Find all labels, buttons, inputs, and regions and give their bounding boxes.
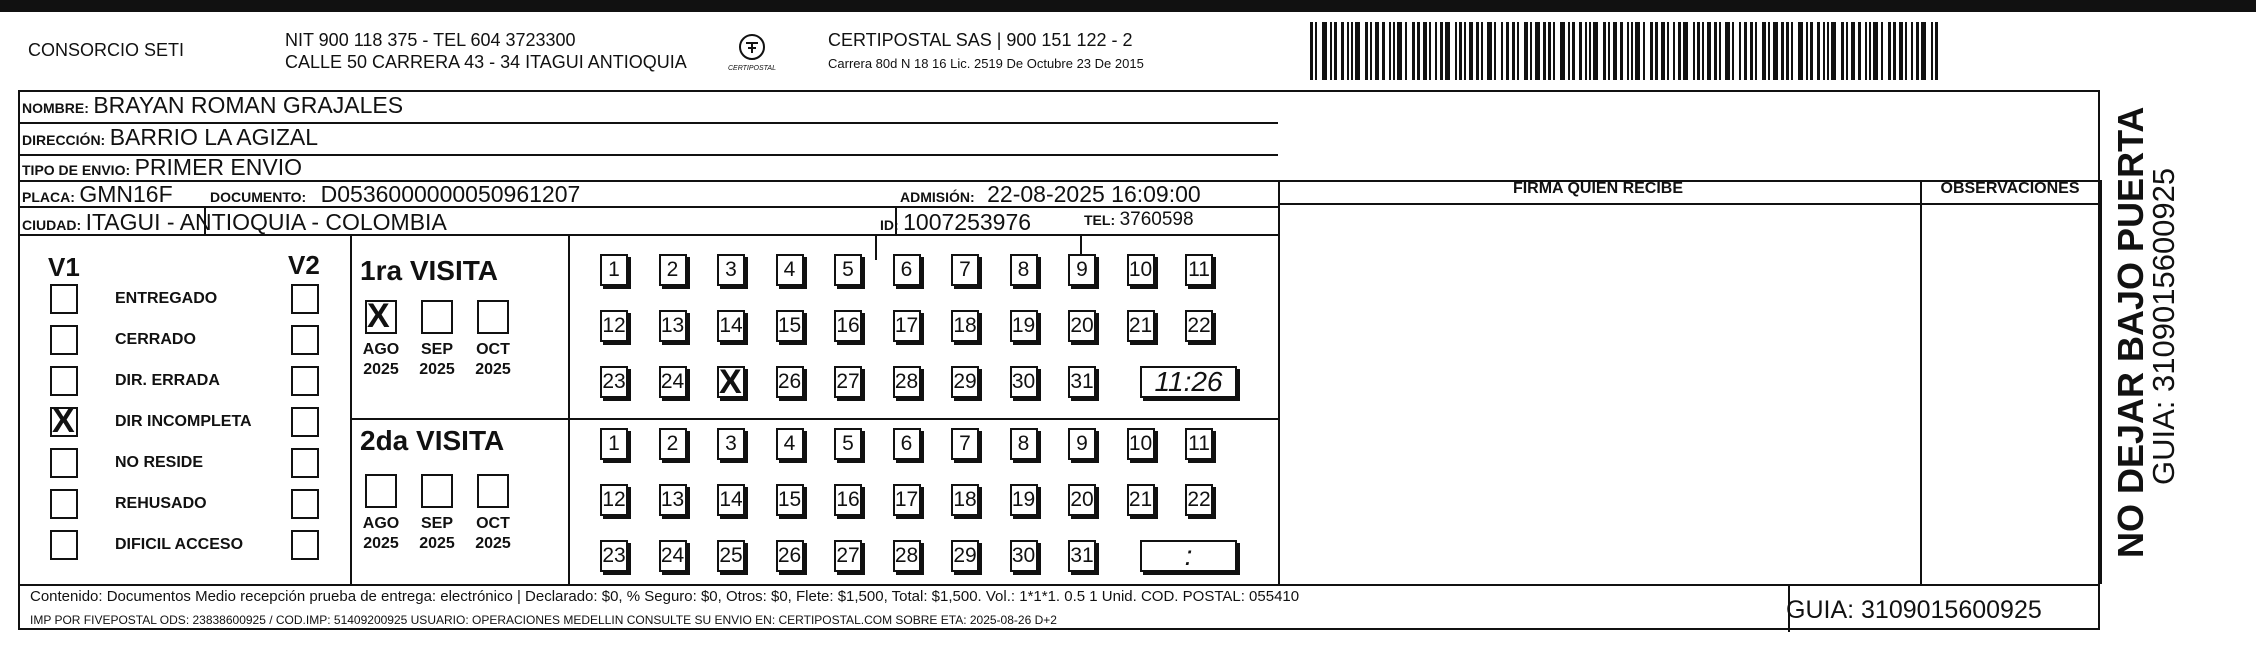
id-label: ID: [880,217,899,233]
barcode-bar [1405,22,1407,80]
barcode-bar [1655,22,1658,80]
barcode-bar [1791,22,1793,80]
first-visit-day-box[interactable]: 13 [659,310,687,342]
second-visit-month-label: OCT [476,515,510,532]
nombre-value: BRAYAN ROMAN GRAJALES [93,92,404,118]
barcode-bar [1667,22,1669,80]
reason-label: REHUSADO [115,495,207,512]
barcode-bar [1412,22,1415,80]
v2-checkbox[interactable] [291,325,319,355]
barcode-bar [1585,22,1587,80]
barcode-bar [1589,22,1591,80]
barcode-bar [1341,22,1344,80]
barcode-bar [1683,22,1688,80]
second-visit-day-box[interactable]: 1 [600,428,628,460]
first-visit-day-box[interactable]: 23 [600,366,628,398]
second-visit-day-box[interactable]: 20 [1068,484,1096,516]
address-line: CALLE 50 CARRERA 43 - 34 ITAGUI ANTIOQUIA [285,52,687,72]
barcode-bar [1673,22,1675,80]
barcode-bar [1858,22,1861,80]
barcode-bar [1846,22,1848,80]
v1-checkbox[interactable] [50,448,78,478]
reason-label: DIR INCOMPLETA [115,413,252,430]
second-visit-day-box[interactable]: 18 [951,484,979,516]
second-visit-month-year: 2025 [475,535,511,552]
first-visit-month-checkbox[interactable] [421,300,453,334]
barcode-bar [1501,22,1503,80]
barcode-bar [1530,22,1532,80]
barcode-bar [1916,22,1919,80]
first-visit-label: 1ra VISITA [360,255,498,286]
observaciones-label: OBSERVACIONES [1940,180,2080,197]
first-visit-day-box[interactable]: 24 [659,366,687,398]
second-visit-day-box[interactable]: 13 [659,484,687,516]
second-visit-time-box[interactable]: : [1140,540,1237,572]
second-visit-day-box[interactable]: 8 [1010,428,1038,460]
first-visit-day-box[interactable]: 5 [834,254,862,286]
barcode-bar [1572,22,1575,80]
ciudad-value: ITAGUI - ANTIOQUIA - COLOMBIA [85,209,447,235]
second-visit-day-box[interactable]: 24 [659,540,687,572]
reason-label: DIR. ERRADA [115,372,220,389]
barcode-bar [1661,22,1665,80]
second-visit-month-label: SEP [420,515,453,532]
barcode-bar [1543,22,1546,80]
barcode-bar [1494,22,1496,80]
barcode-bar [1865,22,1867,80]
placa-value: GMN16F [79,181,173,207]
first-visit-day-box[interactable]: 11 [1185,254,1213,286]
second-visit-day-box[interactable]: 25 [717,540,745,572]
direccion-label: DIRECCIÓN: [22,132,106,148]
first-visit-day-box[interactable]: 10 [1127,254,1155,286]
second-visit-label: 2da VISITA [360,425,505,456]
firma-label: FIRMA QUIEN RECIBE [1512,180,1684,197]
second-visit-day-box[interactable]: 15 [776,484,804,516]
reason-label: CERRADO [115,331,196,348]
documento-label: DOCUMENTO: [210,189,307,205]
barcode-bar [1375,22,1379,80]
barcode-bar [1535,22,1540,80]
second-visit-day-box[interactable]: 7 [951,428,979,460]
barcode-bar [1560,22,1565,80]
first-visit-day-box[interactable]: 17 [893,310,921,342]
contenido-text: Contenido: Documentos Medio recepción prueba de entrega: electrónico | Declarado: $0, % Seguro: $0, Otros: $0, Flete: $1,500, Total: $1,500. Vol.: 1*1*1. 0.5 1 Unid. COD. POSTAL: 055410 [30,588,1300,605]
second-visit-day-box[interactable]: 11 [1185,428,1213,460]
id-field [880,209,1031,236]
barcode-bar [1631,22,1633,80]
barcode-bar [1781,22,1784,80]
ciudad-label: CIUDAD: [22,217,82,233]
barcode-bar [1365,22,1368,80]
second-visit-day-box[interactable]: 14 [717,484,745,516]
barcode-bar [1827,22,1829,80]
second-visit-month-checkbox[interactable] [477,474,509,508]
barcode-bar [1899,22,1903,80]
side-warning: NO DEJAR BAJO PUERTA [2110,106,2151,558]
barcode-bar [1512,22,1515,80]
barcode-bar [1548,22,1551,80]
v2-checkbox[interactable] [291,366,319,396]
first-visit-month-label: OCT [476,341,510,358]
barcode-bar [1744,22,1747,80]
barcode-bar [1911,22,1913,80]
barcode-bar [1579,22,1582,80]
barcode-bar [1568,22,1570,80]
v2-label: V2 [288,250,320,280]
barcode-bar [1732,22,1734,80]
tipo-row [22,154,302,181]
direccion-row [22,124,318,151]
barcode-bar [1440,22,1443,80]
barcode [1310,22,1945,80]
barcode-bar [1678,22,1681,80]
barcode-bar [1650,22,1653,80]
first-visit-day-box[interactable]: 21 [1127,310,1155,342]
v1-checkbox[interactable] [50,489,78,519]
company-name: CONSORCIO SETI [28,40,185,60]
second-visit-day-box[interactable]: 22 [1185,484,1213,516]
second-visit-day-box[interactable]: 5 [834,428,862,460]
v1-check-mark: X [52,402,75,440]
logo-circle-icon [736,32,768,62]
v2-checkbox[interactable] [291,407,319,437]
first-visit-day-box[interactable]: 4 [776,254,804,286]
barcode-bar [1613,22,1617,80]
first-visit-day-box[interactable]: 15 [776,310,804,342]
second-visit-day-box[interactable]: 26 [776,540,804,572]
barcode-bar [1627,22,1629,80]
barcode-bar [1397,22,1402,80]
nit-line: NIT 900 118 375 - TEL 604 3723300 [285,30,576,50]
barcode-bar [1762,22,1766,80]
barcode-bar [1423,22,1427,80]
barcode-bar [1755,22,1757,80]
barcode-bar [1810,22,1813,80]
first-visit-day-box[interactable]: 19 [1010,310,1038,342]
first-visit-day-box[interactable]: 8 [1010,254,1038,286]
first-visit-month-label: SEP [420,341,453,358]
first-visit-day-box[interactable]: 29 [951,366,979,398]
first-visit-day-box[interactable]: 30 [1010,366,1038,398]
first-visit-day-box[interactable]: 7 [951,254,979,286]
barcode-bar [1469,22,1473,80]
first-visit-day-box[interactable]: 20 [1068,310,1096,342]
barcode-bar [1869,22,1871,80]
first-visit-day-check-mark: X [719,363,742,401]
tipo-label: TIPO DE ENVIO: [22,162,131,178]
barcode-bar [1553,22,1555,80]
side-guia: GUIA: 3109015600925 [2146,167,2181,485]
tel-value: 3760598 [1119,209,1194,230]
barcode-bar [1322,22,1327,80]
second-visit-day-box[interactable]: 31 [1068,540,1096,572]
barcode-bar [1893,22,1896,80]
v1-checkbox[interactable] [50,325,78,355]
barcode-bar [1719,22,1721,80]
second-visit-day-box[interactable]: 21 [1127,484,1155,516]
barcode-bar [1330,22,1332,80]
first-visit-month-check-mark: X [367,297,390,335]
first-visit-day-box[interactable]: 1 [600,254,628,286]
first-visit-day-box[interactable]: 22 [1185,310,1213,342]
barcode-bar [1707,22,1711,80]
barcode-bar [1935,22,1938,80]
barcode-bar [1702,22,1704,80]
barcode-bar [1725,22,1730,80]
barcode-bar [1310,22,1313,80]
barcode-bar [1873,22,1878,80]
barcode-bar [1888,22,1891,80]
reason-label: DIFICIL ACCESO [115,536,244,553]
first-visit-day-box[interactable]: 31 [1068,366,1096,398]
barcode-bar [1881,22,1883,80]
documento-field [210,181,580,208]
barcode-bar [1603,22,1606,80]
tel-label: TEL: [1084,212,1116,228]
second-visit-day-box[interactable]: 6 [893,428,921,460]
first-visit-day-box[interactable]: 14 [717,310,745,342]
barcode-bar [1786,22,1789,80]
first-visit-day-box[interactable]: 12 [600,310,628,342]
first-visit-day-box[interactable]: 9 [1068,254,1096,286]
certipostal-line: CERTIPOSTAL SAS | 900 151 122 - 2 [828,30,1133,50]
imp-text: IMP POR FIVEPOSTAL ODS: 23838600925 / COD.IMP: 51409200925 USUARIO: OPERACIONES MEDELLIN CONSULTE SU ENVIO EN: CERTIPOSTAL.COM SOBRE ETA: 2025-08-26 D+2 [30,613,1057,627]
v2-checkbox[interactable] [291,530,319,560]
documento-value: D0536000000050961207 [320,181,581,207]
barcode-bar [1382,22,1385,80]
second-visit-month-checkbox[interactable] [421,474,453,508]
barcode-bar [1905,22,1907,80]
barcode-bar [1931,22,1933,80]
barcode-bar [1921,22,1926,80]
barcode-bar [1851,22,1855,80]
barcode-bar [1693,22,1695,80]
reason-label: NO RESIDE [115,454,204,471]
v1-checkbox[interactable] [50,284,78,314]
barcode-bar [1608,22,1610,80]
barcode-bar [1315,22,1317,80]
second-visit-day-box[interactable]: 9 [1068,428,1096,460]
barcode-bar [1517,22,1519,80]
v1-label: V1 [48,252,80,282]
second-visit-day-box[interactable]: 17 [893,484,921,516]
barcode-bar [1445,22,1450,80]
license-line: Carrera 80d N 18 16 Lic. 2519 De Octubre 23 De 2015 [828,56,1144,71]
footer-guia: GUIA: 3109015600925 [1786,596,2042,624]
barcode-bar [1714,22,1717,80]
direccion-value: BARRIO LA AGIZAL [109,124,319,150]
second-visit-day-box[interactable]: 30 [1010,540,1038,572]
reason-label: ENTREGADO [115,290,218,307]
barcode-bar [1841,22,1844,80]
barcode-bar [1739,22,1741,80]
first-visit-month-year: 2025 [419,361,455,378]
second-visit-day-box[interactable]: 12 [600,484,628,516]
v2-checkbox[interactable] [291,448,319,478]
nombre-label: NOMBRE: [22,100,89,116]
first-visit-time-box[interactable]: 11:26 [1140,366,1237,398]
admision-field [900,181,1201,208]
second-visit-day-box[interactable]: 27 [834,540,862,572]
first-visit-day-box[interactable]: 18 [951,310,979,342]
barcode-bar [1429,22,1431,80]
second-visit-day-box[interactable]: 3 [717,428,745,460]
second-visit-month-year: 2025 [419,535,455,552]
nombre-row [22,92,403,119]
barcode-bar [1593,22,1598,80]
placa-field [22,181,173,208]
barcode-bar [1487,22,1492,80]
second-visit-day-box[interactable]: 29 [951,540,979,572]
barcode-bar [1435,22,1437,80]
second-visit-day-box[interactable]: 2 [659,428,687,460]
barcode-bar [1643,22,1645,80]
barcode-bar [1476,22,1479,80]
barcode-bar [1351,22,1353,80]
first-visit-month-label: AGO [362,341,400,358]
second-visit-month-checkbox[interactable] [365,474,397,508]
barcode-bar [1524,22,1528,80]
barcode-bar [1506,22,1509,80]
admision-label: ADMISIÓN: [900,189,975,205]
first-visit-month-checkbox[interactable] [477,300,509,334]
barcode-bar [1355,22,1360,80]
first-visit-day-box[interactable]: 6 [893,254,921,286]
barcode-bar [1455,22,1457,80]
v2-checkbox[interactable] [291,489,319,519]
certipostal-logo: CERTIPOSTAL [728,32,776,78]
barcode-bar [1750,22,1753,80]
delivery-form [18,90,2100,630]
first-visit-day-box[interactable]: 28 [893,366,921,398]
barcode-bar [1817,22,1820,80]
v1-checkbox[interactable] [50,530,78,560]
second-visit-day-box[interactable]: 28 [893,540,921,572]
tel-field [1084,209,1194,231]
barcode-bar [1697,22,1700,80]
barcode-bar [1459,22,1462,80]
barcode-bar [1334,22,1337,80]
barcode-bar [1823,22,1825,80]
tipo-value: PRIMER ENVIO [134,154,302,180]
barcode-bar [1417,22,1420,80]
barcode-bar [1773,22,1778,80]
barcode-bar [1393,22,1395,80]
barcode-bar [1347,22,1349,80]
first-visit-day-box[interactable]: 26 [776,366,804,398]
barcode-bar [1389,22,1391,80]
placa-label: PLACA: [22,189,75,205]
id-value: 1007253976 [903,209,1032,235]
first-visit-day-box[interactable]: 27 [834,366,862,398]
second-visit-day-box[interactable]: 4 [776,428,804,460]
first-visit-day-box[interactable]: 3 [717,254,745,286]
second-visit-day-box[interactable]: 10 [1127,428,1155,460]
barcode-bar [1831,22,1836,80]
barcode-bar [1481,22,1483,80]
barcode-bar [1635,22,1640,80]
ciudad-row [22,209,447,236]
first-visit-month-year: 2025 [363,361,399,378]
v2-checkbox[interactable] [291,284,319,314]
first-visit-month-year: 2025 [475,361,511,378]
barcode-bar [1464,22,1466,80]
barcode-bar [1768,22,1770,80]
barcode-bar [1806,22,1808,80]
first-visit-day-box[interactable]: 16 [834,310,862,342]
v1-checkbox[interactable] [50,366,78,396]
admision-value: 22-08-2025 16:09:00 [987,181,1201,207]
second-visit-month-label: AGO [362,515,400,532]
second-visit-month-year: 2025 [363,535,399,552]
barcode-bar [1370,22,1372,80]
first-visit-day-box[interactable]: 2 [659,254,687,286]
barcode-bar [1620,22,1623,80]
barcode-bar [1798,22,1803,80]
second-visit-day-box[interactable]: 19 [1010,484,1038,516]
second-visit-day-box[interactable]: 16 [834,484,862,516]
second-visit-day-box[interactable]: 23 [600,540,628,572]
top-border-bar [0,0,2256,12]
